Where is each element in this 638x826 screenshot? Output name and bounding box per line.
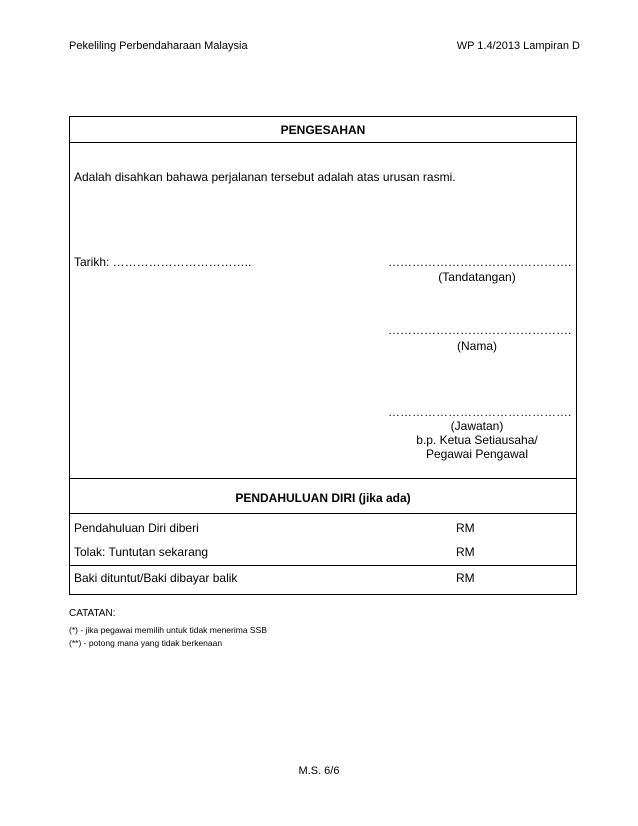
nama-label: (Nama) bbox=[456, 339, 497, 353]
pendahuluan-title: PENDAHULUAN DIRI (jika ada) bbox=[235, 491, 411, 505]
catatan-note-2: (**) - potong mana yang tidak berkenaan bbox=[69, 638, 223, 648]
tarikh-field[interactable]: Tarikh: …………………………….. bbox=[74, 255, 252, 269]
tandatangan-label: (Tandatangan) bbox=[438, 270, 516, 284]
page-number: M.S. 6/6 bbox=[298, 765, 340, 777]
catatan-note-1: (*) - jika pegawai memilih untuk tidak menerima SSB bbox=[69, 625, 267, 635]
header-left-title: Pekeliling Perbendaharaan Malaysia bbox=[69, 40, 248, 52]
pendahuluan-title-divider bbox=[70, 513, 576, 514]
pendahuluan-section bbox=[69, 478, 577, 595]
pendahuluan-row-rm[interactable]: RM bbox=[456, 521, 475, 535]
bp-pegawai-pengawal: Pegawai Pengawal bbox=[425, 447, 529, 461]
tandatangan-line[interactable]: ………………………………………. bbox=[388, 255, 572, 269]
jawatan-line[interactable]: ………………………………………. bbox=[388, 405, 572, 419]
pendahuluan-row-label: Pendahuluan Diri diberi bbox=[74, 521, 199, 535]
catatan-title: CATATAN: bbox=[69, 608, 116, 619]
pengesahan-statement: Adalah disahkan bahawa perjalanan tersebut adalah atas urusan rasmi. bbox=[74, 170, 456, 184]
baki-row-rm[interactable]: RM bbox=[456, 571, 475, 585]
jawatan-label: (Jawatan) bbox=[450, 419, 504, 433]
baki-row-divider bbox=[70, 565, 576, 566]
pengesahan-section bbox=[69, 116, 577, 479]
tolak-row-label: Tolak: Tuntutan sekarang bbox=[74, 545, 209, 559]
bp-ketua-setiausaha: b.p. Ketua Setiausaha/ bbox=[416, 433, 538, 447]
baki-row-label: Baki dituntut/Baki dibayar balik bbox=[74, 571, 238, 585]
nama-line[interactable]: ………………………………………. bbox=[388, 323, 572, 337]
header-right-reference: WP 1.4/2013 Lampiran D bbox=[456, 40, 580, 52]
pengesahan-title: PENGESAHAN bbox=[280, 123, 366, 137]
tolak-row-rm[interactable]: RM bbox=[456, 545, 475, 559]
pengesahan-title-divider bbox=[70, 142, 576, 143]
